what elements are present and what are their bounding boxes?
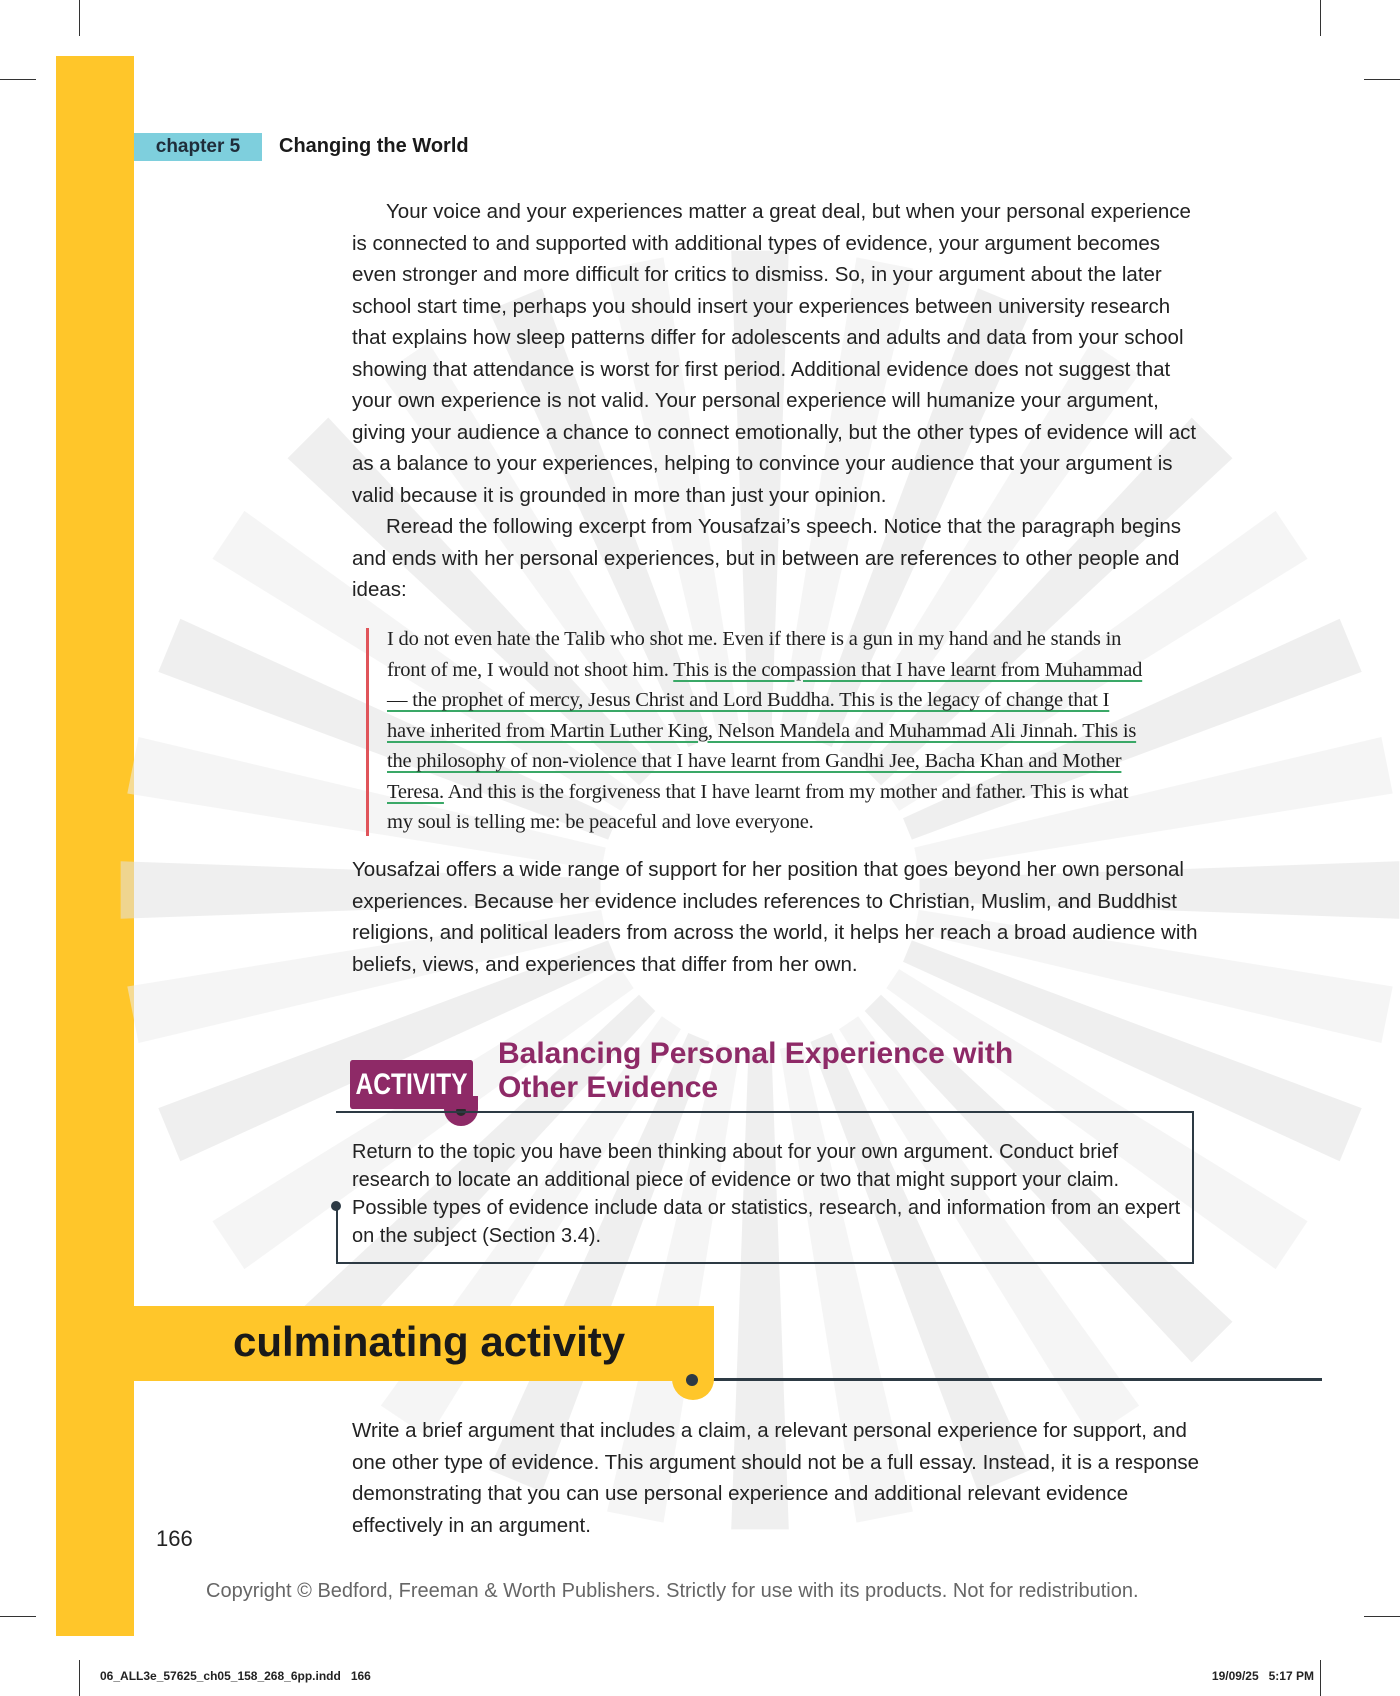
- speech-excerpt: [387, 624, 1147, 838]
- excerpt-highlighted-text: This is the compassion that I have learnt from Muhammad — the prophet of mercy, Jesus Christ and Lord Buddha. This is the legacy of change that I have inherited from Martin Luther King, Nelson Mandela and Muhammad Ali Jinnah. This is the philosophy of non-violence that I have learnt from Gandhi Jee, Bacha Khan and Mother Teresa.: [387, 658, 1143, 803]
- print-slug-date: 19/09/25 5:17 PM: [1211, 1669, 1314, 1683]
- print-slug-file: 06_ALL3e_57625_ch05_158_268_6pp.indd 166: [100, 1669, 371, 1683]
- activity-box-edge: [336, 1206, 338, 1264]
- page-number: 166: [156, 1526, 193, 1551]
- culminating-dot: [686, 1374, 698, 1386]
- body-paragraph: Reread the following excerpt from Yousafzai’s speech. Notice that the paragraph begins and ends with her personal experiences, but in between are references to other people and ideas:: [352, 515, 1182, 601]
- body-paragraph: Your voice and your experiences matter a great deal, but when your personal experience is connected to and supported with additional types of evidence, your argument becomes even stronger and more difficult for critics to dismiss. So, in your argument about the later school start time, perhaps you should insert your experiences between university research that explains how sleep patterns differ for adolescents and adults and data from your school showing that attendance is worst for first period. Additional evidence does not suggest that your own experience is not valid. Your personal experience will humanize your argument, giving your audience a chance to connect emotionally, but the other types of evidence will act as a balance to your experiences, helping to convince your audience that your argument is valid because it is grounded in more than just your opinion.: [352, 200, 1197, 507]
- activity-instructions: Return to the topic you have been thinking about for your own argument. Conduct brief research to locate an additional piece of evidence or two that might support your claim. Possible types of evidence include data or statistics, research, and information from an expert on the subject (Section 3.4).: [352, 1141, 1181, 1247]
- excerpt-text: I do not even hate the Talib who shot me. Even if there is a gun in my hand and he stands in front of me, I would not shoot him.: [387, 628, 1122, 681]
- culminating-rule: [692, 1378, 1322, 1381]
- chapter-label: chapter 5: [134, 133, 262, 161]
- activity-box-dot: [331, 1201, 341, 1211]
- culminating-title: culminating activity: [233, 1318, 626, 1365]
- activity-title: Balancing Personal Experience with Other Evidence: [498, 1037, 1014, 1104]
- body-paragraph: Yousafzai offers a wide range of support for her position that goes beyond her own personal experiences. Because her evidence includes references to Christian, Muslim, and Buddhist religions, and political leaders from across the world, it helps her reach a broad audience with beliefs, views, and experiences that differ from her own.: [352, 858, 1198, 976]
- excerpt-text: And this is the forgiveness that I have learnt from my mother and father. This is what my soul is telling me: be peaceful and love everyone.: [387, 780, 1129, 833]
- culminating-instructions: Write a brief argument that includes a claim, a relevant personal experience for support, and one other type of evidence. This argument should not be a full essay. Instead, it is a response demonstrating that you can use personal experience and additional relevant evidence effectively in an argument.: [352, 1419, 1200, 1537]
- quote-rule: [366, 628, 369, 836]
- activity-badge: ACTIVITY: [350, 1060, 473, 1109]
- copyright-notice: Copyright © Bedford, Freeman & Worth Publishers. Strictly for use with its products. Not for redistribution.: [206, 1580, 1139, 1602]
- chapter-title: Changing the World: [279, 135, 469, 157]
